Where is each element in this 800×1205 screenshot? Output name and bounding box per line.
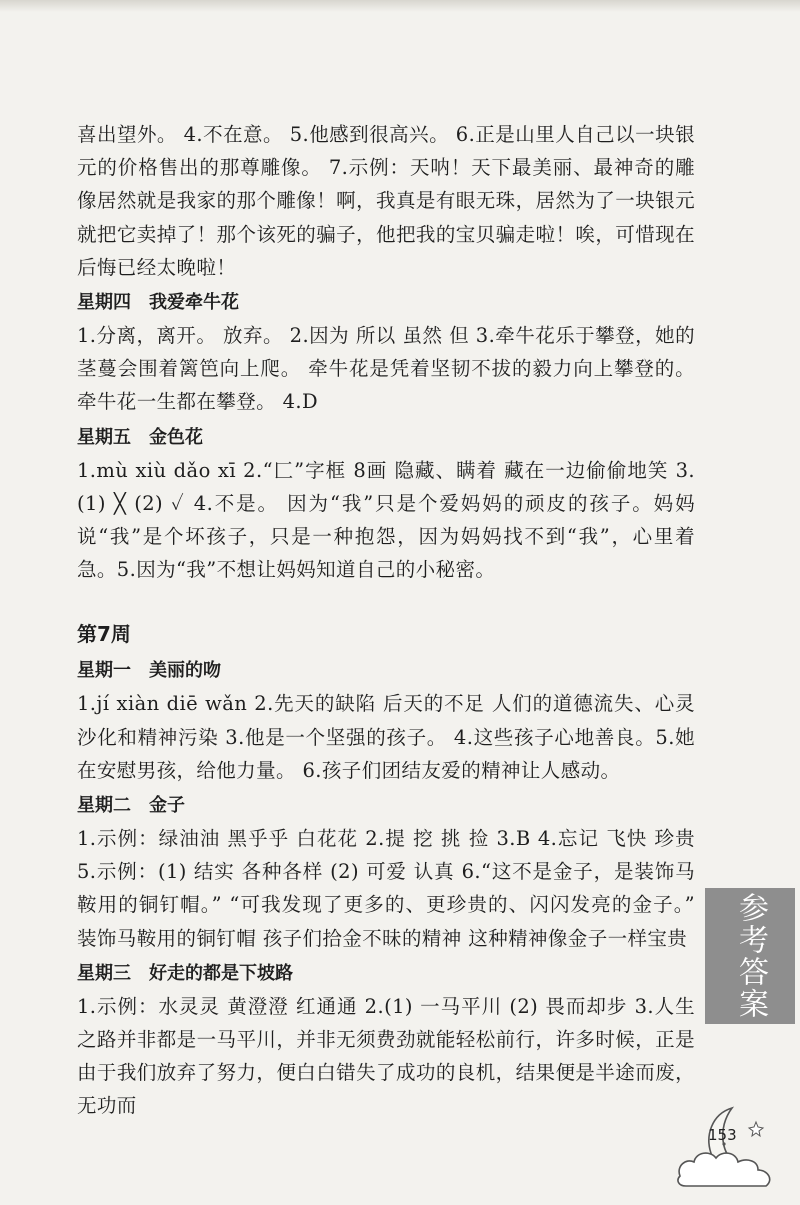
section-text: 1.mù xiù dǎo xī 2.“匚”字框 8画 隐藏、瞒着 藏在一边偷偷地笑 3.(1) ╳ (2) ✓ 4.不是。 因为“我”只是个爱妈妈的顽皮的孩子。妈妈说“我”是个坏孩子，只是一种抱怨，因为妈妈找不到“我”，心里着急。5.因为“我”不想让妈妈知道自己的小秘密。 xyxy=(77,458,695,582)
section-day: 星期五 xyxy=(77,426,131,448)
section-title: 金子 xyxy=(149,795,185,817)
section-text: 1.分离，离开。 放弃。 2.因为 所以 虽然 但 3.牵牛花乐于攀登，她的茎蔓会围着篱笆向上爬。 牵牛花是凭着坚韧不拔的毅力向上攀登的。 牵牛花一生都在攀登。 4.D xyxy=(77,324,695,414)
section-monday xyxy=(77,654,695,787)
section-heading xyxy=(77,957,695,990)
week-heading: 第7周 xyxy=(77,622,131,647)
section-title: 美丽的吻 xyxy=(149,660,221,682)
section-heading xyxy=(77,421,695,454)
moon-cloud-icon xyxy=(672,1100,782,1195)
answer-key-tab-label: 参考答案 xyxy=(733,892,768,1020)
intro-paragraph: 喜出望外。 4.不在意。 5.他感到很高兴。 6.正是山里人自己以一块银元的价格售出的那尊雕像。 7.示例：天呐！天下最美丽、最神奇的雕像居然就是我家的那个雕像！啊，我真是有眼无珠，居然为了一块银元就把它卖掉了！那个该死的骗子，他把我的宝贝骗走啦！唉，可惜现在后悔已经太晚啦！ xyxy=(77,123,695,279)
section-wednesday xyxy=(77,957,695,1123)
answer-content xyxy=(77,118,695,1123)
section-title: 我爱牵牛花 xyxy=(149,292,239,314)
section-text: 1.jí xiàn diē wǎn 2.先天的缺陷 后天的不足 人们的道德流失、心灵沙化和精神污染 3.他是一个坚强的孩子。 4.这些孩子心地善良。5.她在安慰男孩，给他力量。 6.孩子们团结友爱的精神让人感动。 xyxy=(77,692,695,782)
section-text: 1.示例：水灵灵 黄澄澄 红通通 2.(1) 一马平川 (2) 畏而却步 3.人生之路并非都是一马平川，并非无须费劲就能轻松前行，许多时候，正是由于我们放弃了努力，便白白错失了成功的良机，结果便是半途而废，无功而 xyxy=(77,994,695,1118)
section-title: 金色花 xyxy=(149,426,203,448)
section-thursday xyxy=(77,286,695,419)
section-day: 星期三 xyxy=(77,962,131,984)
section-day: 星期一 xyxy=(77,660,131,682)
section-day: 星期四 xyxy=(77,292,131,314)
section-tuesday xyxy=(77,789,695,955)
section-heading xyxy=(77,789,695,822)
section-text: 1.示例：绿油油 黑乎乎 白花花 2.提 挖 挑 捡 3.B 4.忘记 飞快 珍贵 5.示例：(1) 结实 各种各样 (2) 可爱 认真 6.“这不是金子，是装饰马鞍用的铜钉帽。” “可我发现了更多的、更珍贵的、闪闪发亮的金子。” 装饰马鞍用的铜钉帽 孩子们拾金不昧的精神 这种精神像金子一样宝贵 xyxy=(77,827,695,950)
section-heading xyxy=(77,654,695,687)
section-title: 好走的都是下坡路 xyxy=(149,962,293,984)
page-number: 153 xyxy=(708,1126,737,1144)
section-heading xyxy=(77,286,695,319)
section-day: 星期二 xyxy=(77,795,131,817)
answer-key-tab xyxy=(705,888,795,1024)
section-friday xyxy=(77,421,695,587)
page-edge xyxy=(0,0,800,12)
